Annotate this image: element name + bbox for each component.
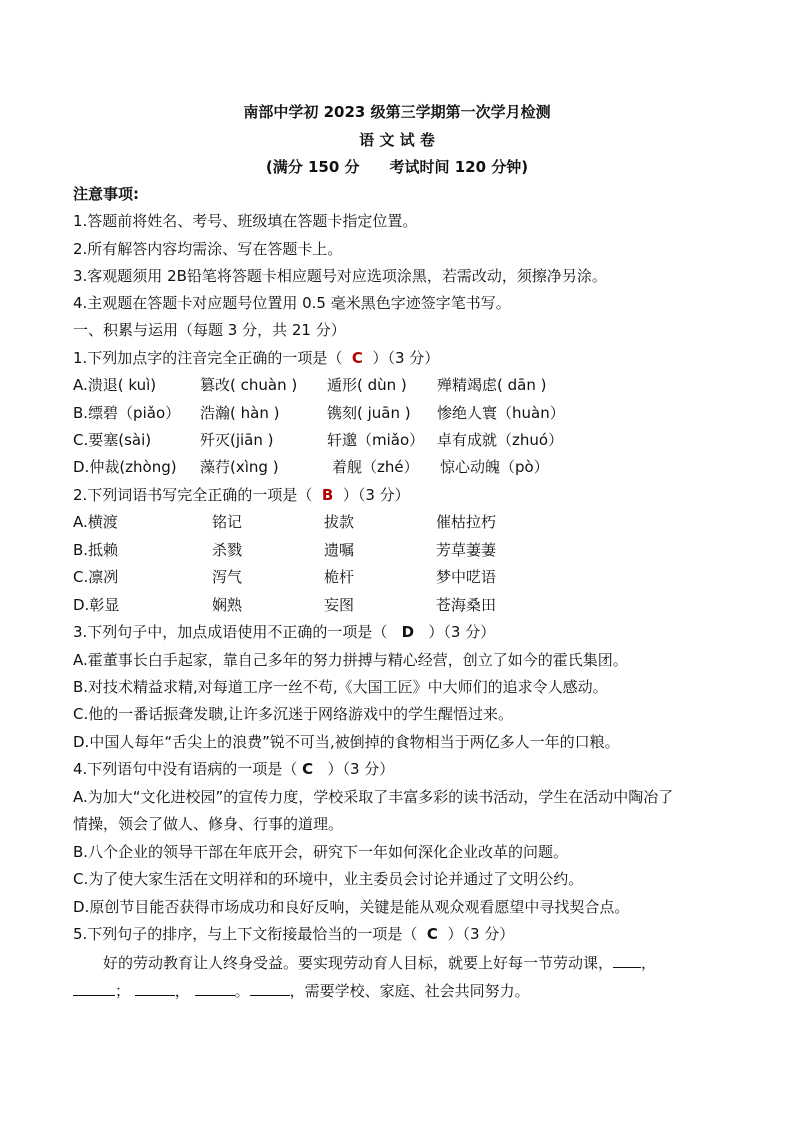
q1-option-d-word: 惊心动魄（pò）	[440, 458, 549, 476]
notes-heading: 注意事项:	[73, 185, 139, 203]
q3-option-d: D.中国人每年“舌尖上的浪费”锐不可当,被倒掉的食物相当于两亿多人一年的口粮。	[73, 733, 620, 751]
q1-option-c-word: 卓有成就（zhuó）	[437, 431, 564, 449]
q3-option-c: C.他的一番话振聋发聩,让许多沉迷于网络游戏中的学生醒悟过来。	[73, 705, 514, 723]
q4-option-c: C.为了使大家生活在文明祥和的环境中，业主委员会讨论并通过了文明公约。	[73, 870, 584, 888]
section-heading: 一、积累与运用（每题 3 分，共 21 分）	[73, 321, 346, 339]
answer-blank	[195, 980, 235, 996]
q3-option-b: B.对技术精益求精,对每道工序一丝不苟,《大国工匠》中大师们的追求令人感动。	[73, 678, 608, 696]
q2-option-c-word: 梦中呓语	[436, 568, 497, 586]
note-item: 3.客观题须用 2B铅笔将答题卡相应题号对应选项涂黑，若需改动，须擦净另涂。	[73, 267, 607, 285]
q1-option-a-word: 篡改( chuàn )	[200, 376, 298, 394]
q2-option-b-word: 芳草萋萋	[436, 541, 497, 559]
question-4-stem: 4.下列语句中没有语病的一项是（ C ）（3 分）	[73, 760, 395, 778]
exam-meta: (满分 150 分 考试时间 120 分钟)	[265, 158, 529, 176]
q5-passage-line1: 好的劳动教育让人终身受益。要实现劳动育人目标，就要上好每一节劳动课， ，	[103, 954, 657, 972]
q1-option-d: D.仲裁(zhòng)	[73, 458, 177, 476]
q1-option-b-word: 惨绝人寰（huàn）	[437, 404, 565, 422]
q1-option-c-word: 轩邈（miǎo）	[327, 431, 425, 449]
note-item: 4.主观题在答题卡对应题号位置用 0.5 毫米黑色字迹签字笔书写。	[73, 294, 511, 312]
question-3-stem: 3.下列句子中，加点成语使用不正确的一项是（ D ）（3 分）	[73, 623, 496, 641]
q2-option-a-word: 铭记	[212, 513, 243, 531]
q5-passage-line2: ； ， 。 ，需要学校、家庭、社会共同努力。	[73, 980, 530, 1001]
question-1-answer: C	[351, 349, 363, 367]
q2-option-a-word: 催枯拉朽	[436, 513, 497, 531]
question-5-stem: 5.下列句子的排序，与上下文衔接最恰当的一项是（ C ）（3 分）	[73, 925, 515, 943]
q2-option-c: C.凛冽	[73, 568, 119, 586]
q1-option-d-word: 着舰（zhé）	[332, 458, 419, 476]
q2-option-b-word: 杀戮	[212, 541, 243, 559]
q2-option-d-word: 妄图	[324, 596, 355, 614]
answer-blank	[135, 980, 175, 996]
q2-option-d-word: 苍海桑田	[436, 596, 497, 614]
answer-blank	[73, 980, 115, 996]
q1-option-a-word: 遁形( dùn )	[327, 376, 407, 394]
q2-option-c-word: 泻气	[212, 568, 243, 586]
q1-option-d-word: 藻荇(xìng )	[200, 458, 279, 476]
exam-subtitle: 语 文 试 卷	[359, 131, 435, 149]
q4-option-b: B.八个企业的领导干部在年底开会，研究下一年如何深化企业改革的问题。	[73, 843, 569, 861]
q2-option-b-word: 遗嘱	[324, 541, 355, 559]
q4-option-d: D.原创节目能否获得市场成功和良好反响，关键是能从观众观看愿望中寻找契合点。	[73, 898, 630, 916]
q1-option-b-word: 浩瀚( hàn )	[200, 404, 280, 422]
question-2-answer: B	[321, 486, 334, 504]
q2-option-d: D.彰显	[73, 596, 120, 614]
q1-option-a: A.溃退( kuì)	[73, 376, 157, 394]
q2-option-d-word: 娴熟	[212, 596, 243, 614]
q1-option-b-word: 镌刻( juān )	[327, 404, 411, 422]
q4-option-a-cont: 情操，领会了做人、修身、行事的道理。	[73, 815, 344, 833]
question-3-answer: D	[401, 623, 415, 641]
q2-option-a-word: 拔款	[324, 513, 355, 531]
note-item: 1.答题前将姓名、考号、班级填在答题卡指定位置。	[73, 212, 418, 230]
question-5-answer: C	[426, 925, 438, 943]
q1-option-c: C.要塞(sài)	[73, 431, 152, 449]
q2-option-c-word: 桅杆	[324, 568, 355, 586]
question-2-stem: 2.下列词语书写完全正确的一项是（ B ）（3 分）	[73, 486, 410, 504]
q1-option-a-word: 殚精竭虑( dān )	[437, 376, 547, 394]
q1-option-c-word: 歼灭(jiān )	[200, 431, 274, 449]
q4-option-a: A.为加大“文化进校园”的宣传力度，学校采取了丰富多彩的读书活动，学生在活动中陶冶了	[73, 788, 674, 806]
answer-blank	[613, 952, 641, 968]
q2-option-b: B.抵赖	[73, 541, 119, 559]
exam-title: 南部中学初 2023 级第三学期第一次学月检测	[243, 103, 551, 121]
question-1-stem: 1.下列加点字的注音完全正确的一项是（ C ）（3 分）	[73, 349, 440, 367]
answer-blank	[250, 980, 290, 996]
question-4-answer: C	[302, 760, 314, 778]
q1-option-b: B.缥碧（piǎo）	[73, 404, 181, 422]
q3-option-a: A.霍董事长白手起家，靠自己多年的努力拼搏与精心经营，创立了如今的霍氏集团。	[73, 651, 628, 669]
note-item: 2.所有解答内容均需涂、写在答题卡上。	[73, 240, 343, 258]
q2-option-a: A.横渡	[73, 513, 118, 531]
